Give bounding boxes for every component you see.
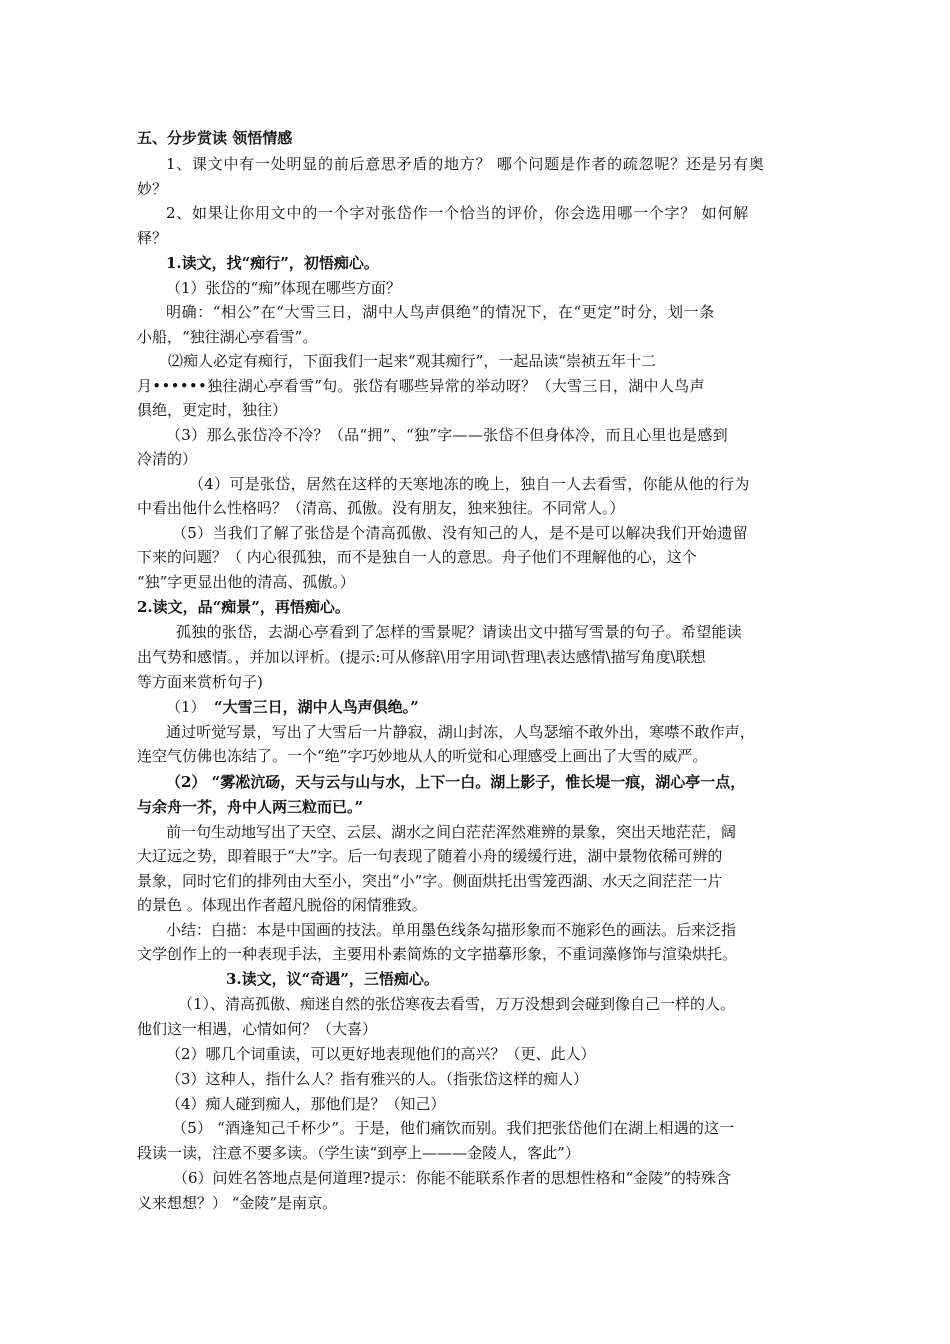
paragraph-10-line-2: 文学创作上的一种表现手法，主要用朴素简炼的文字描摹形象，不重词藻修饰与渲染烘托。 <box>137 945 738 963</box>
paragraph-2-line-2: 小船，“独往湖心亭看雪”。 <box>137 328 318 346</box>
heading-1: 1.读文，找“痴行”，初悟痴心。 <box>166 254 379 272</box>
paragraph-9-line-3: 景象，同时它们的排列由大至小，突出“小”字。侧面烘托出雪笼西湖、水天之间茫茫一片 <box>137 872 723 890</box>
paragraph-7-line-3: 等方面来赏析句子) <box>137 673 263 691</box>
heading-3: 3.读文，议“奇遇”，三悟痴心。 <box>226 970 439 988</box>
paragraph-6-line-1: （5）当我们了解了张岱是个清高孤傲、没有知己的人，是不是可以解决我们开始遗留 <box>172 524 748 542</box>
paragraph-2-line-1: 明确：“相公”在“大雪三日，湖中人鸟声俱绝”的情况下，在“更定”时分，划一条 <box>166 303 715 321</box>
paragraph-3-line-2: 月••••••独往湖心亭看雪”句。张岱有哪些异常的举动呀？（大雪三日，湖中人鸟声 <box>137 377 705 395</box>
question-1-line-2: 妙？ <box>137 180 168 198</box>
paragraph-15-line-1: （5） “酒逢知己千杯少”。于是，他们痛饮而别。我们把张岱他们在湖上相遇的这一 <box>172 1119 735 1137</box>
paragraph-4-line-2: 冷清的） <box>137 450 198 468</box>
sentence-2-line-2: 与余舟一芥，舟中人两三粒而已。” <box>137 798 364 816</box>
paragraph-3-line-3: 俱绝，更定时，独往） <box>137 401 288 419</box>
paragraph-6-line-2: 下来的问题？（ 内心很孤独，而不是独自一人的意思。舟子他们不理解他的心，这个 <box>137 548 697 566</box>
paragraph-6-line-3: “独”字更显出他的清高、孤傲。） <box>137 573 355 591</box>
question-2-line-2: 释？ <box>137 229 168 247</box>
paragraph-13: （3）这种人，指什么人？指有雅兴的人。（指张岱这样的痴人） <box>166 1070 589 1088</box>
paragraph-10-line-1: 小结：白描：本是中国画的技法。单用墨色线条勾描形象而不施彩色的画法。后来泛指 <box>166 921 737 939</box>
paragraph-3-line-1: ⑵痴人必定有痴行，下面我们一起来“观其痴行”，一起品读“崇祯五年十二 <box>168 352 657 370</box>
paragraph-9-line-4: 的景色 。体现出作者超凡脱俗的闲情雅致。 <box>137 896 427 914</box>
sentence-1-text: “大雪三日，湖中人鸟声俱绝。” <box>214 698 419 716</box>
paragraph-4-line-1: （3）那么张岱冷不冷？（品“拥”、“独”字——张岱不但身体冷，而且心里也是感到 <box>166 426 728 444</box>
paragraph-14: （4）痴人碰到痴人，那他们是？（知己） <box>166 1095 446 1113</box>
paragraph-8-line-2: 连空气仿佛也冻结了。一个“绝”字巧妙地从人的听觉和心理感受上画出了大雪的威严。 <box>137 747 708 765</box>
paragraph-7-line-2: 出气势和感情。，并加以评析。(提示:可从修辞\用字用词\哲理\表达感情\描写角度\联想 <box>137 648 706 666</box>
paragraph-11-line-1: （1）、清高孤傲、痴迷自然的张岱寒夜去看雪，万万没想到会碰到像自己一样的人。 <box>178 995 736 1013</box>
paragraph-16-line-2: 义来想想？） “金陵”是南京。 <box>137 1194 338 1212</box>
sentence-1-number: （1） <box>166 698 206 716</box>
heading-2: 2.读文，品“痴景”，再悟痴心。 <box>137 598 350 616</box>
section-title: 五、分步赏读 领悟情感 <box>137 129 293 147</box>
paragraph-1: （1）张岱的“痴”体现在哪些方面？ <box>166 279 401 297</box>
paragraph-7-line-1: 孤独的张岱，去湖心亭看到了怎样的雪景呢？请读出文中描写雪景的句子。希望能读 <box>176 623 743 641</box>
paragraph-16-line-1: （6）问姓名答地点是何道理?提示：你能不能联系作者的思想性格和“金陵”的特殊含 <box>173 1169 731 1187</box>
paragraph-9-line-2: 大辽远之势，即着眼于“大”字。后一句表现了随着小舟的缓缓行进，湖中景物依稀可辨的 <box>137 847 723 865</box>
paragraph-15-line-2: 段读一读，注意不要多读。（学生读“到亭上———金陵人，客此”） <box>137 1144 580 1162</box>
paragraph-8-line-1: 通过听觉写景，写出了大雪后一片静寂，湖山封冻，人鸟瑟缩不敢外出，寒噤不敢作声， <box>166 723 755 741</box>
paragraph-5-line-1: （4）可是张岱，居然在这样的天寒地冻的晚上，独自一人去看雪，你能从他的行为 <box>189 475 750 493</box>
question-1-line-1: 1、课文中有一处明显的前后意思矛盾的地方？ 哪个问题是作者的疏忽呢？还是另有奥 <box>166 155 765 173</box>
paragraph-9-line-1: 前一句生动地写出了天空、云层、湖水之间白茫茫浑然难辨的景象，突出天地茫茫，阔 <box>166 823 737 841</box>
question-2-line-1: 2、如果让你用文中的一个字对张岱作一个恰当的评价，你会选用哪一个字？ 如何解 <box>166 204 749 222</box>
paragraph-5-line-2: 中看出他什么性格吗？（清高、孤傲。没有朋友，独来独往。不同常人。） <box>137 499 625 517</box>
paragraph-12: （2）哪几个词重读，可以更好地表现他们的高兴？（更、此人） <box>166 1045 596 1063</box>
paragraph-11-line-2: 他们这一相遇，心情如何？（大喜） <box>137 1020 378 1038</box>
sentence-2-line-1: （2） “雾凇沆砀，天与云与山与水，上下一白。湖上影子，惟长堤一痕，湖心亭一点， <box>166 773 746 791</box>
